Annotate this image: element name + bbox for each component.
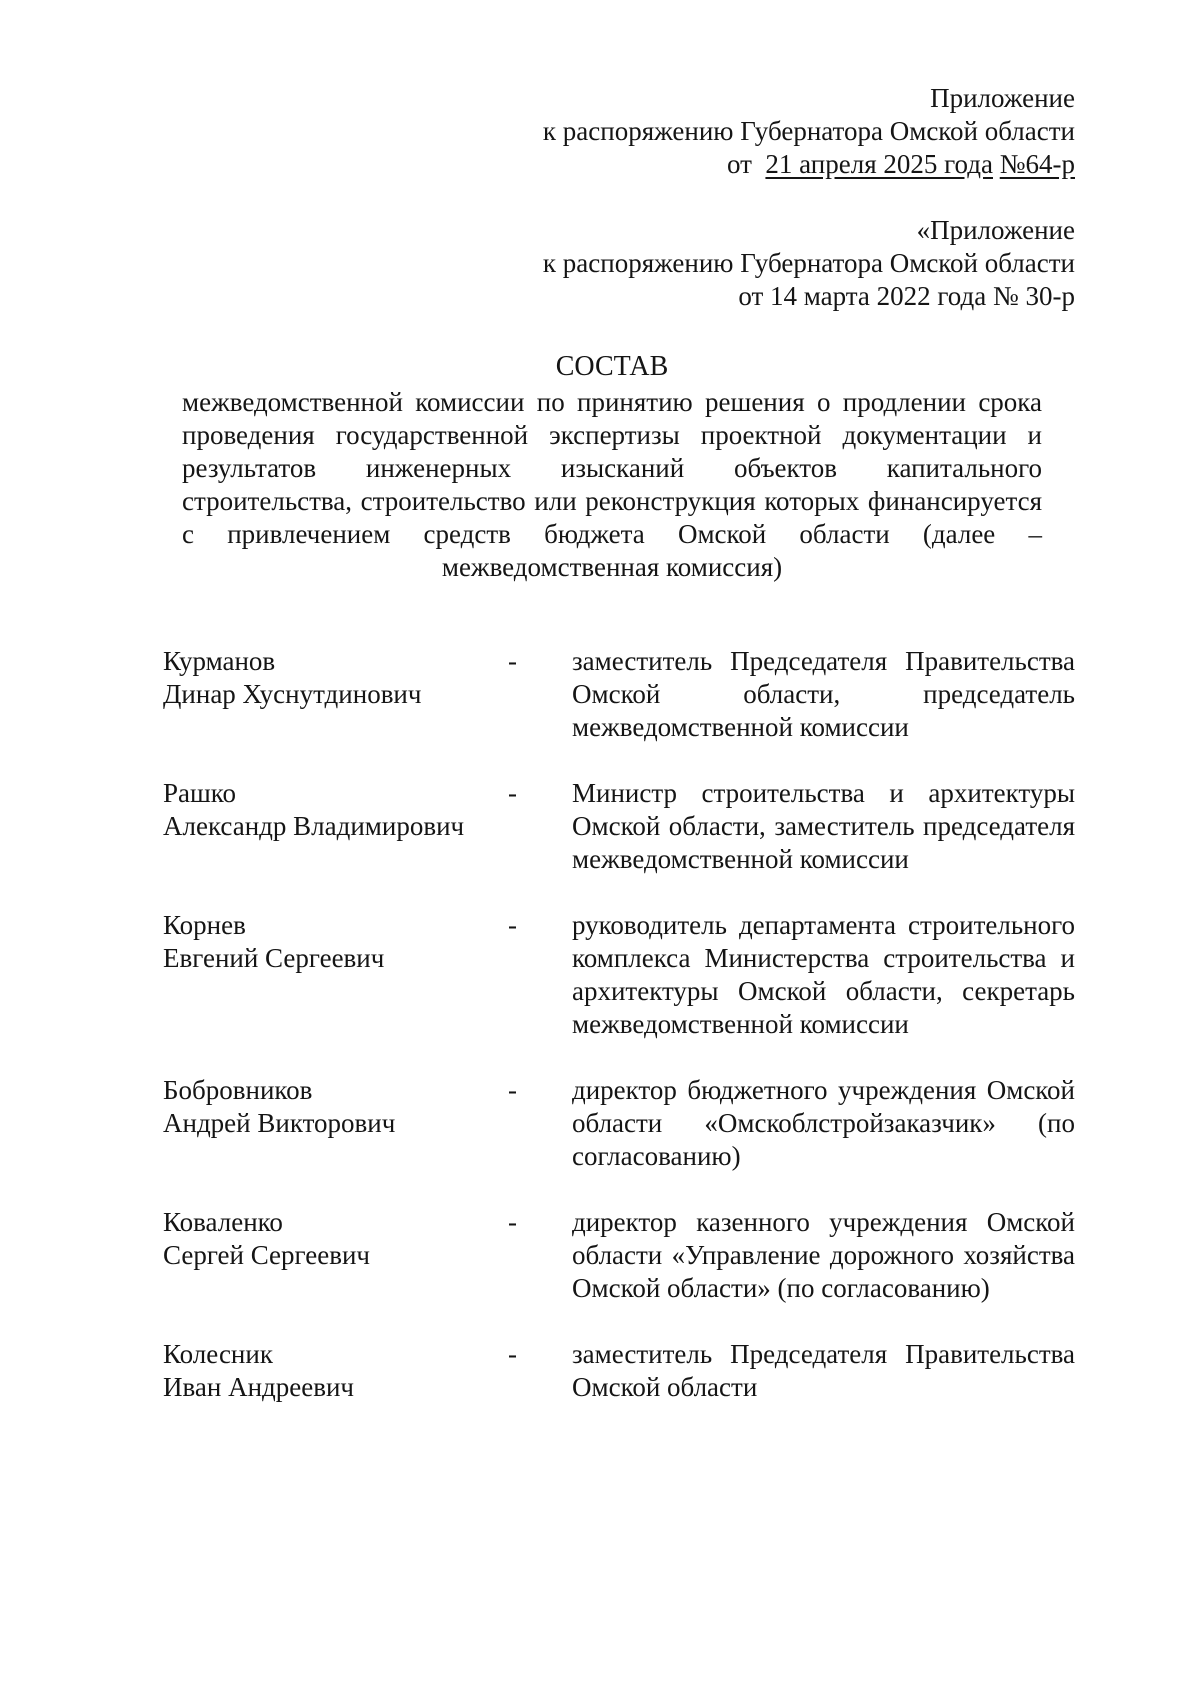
document-subtitle: межведомственной комиссии по принятию решения о продлении срока проведения государственной экспертизы проектной документации и результатов инженерных изысканий объектов капитального строительства, строительство или реконструкция которых финансируется с привлечением средств бюджета Омской области (далее – межведомственная комиссия) <box>182 387 1042 582</box>
member-given-names: Сергей Сергеевич <box>163 1240 371 1270</box>
member-surname: Рашко <box>163 778 237 808</box>
member-role: директор бюджетного учреждения Омской области «Омскоблстройзаказчик» (по согласованию) <box>572 1075 1075 1171</box>
member-row <box>163 909 1075 1041</box>
date-prefix: от <box>726 149 752 179</box>
original-appendix-reference: к распоряжению Губернатора Омской области <box>542 248 1075 278</box>
member-dash: - <box>508 1075 517 1105</box>
member-name <box>163 777 508 843</box>
member-row <box>163 645 1075 744</box>
member-name <box>163 1206 508 1272</box>
order-date: 21 апреля 2025 года <box>765 149 993 179</box>
member-dash: - <box>508 646 517 676</box>
member-name <box>163 645 508 711</box>
member-role: заместитель Председателя Правительства Омской области <box>572 1339 1075 1402</box>
member-surname: Корнев <box>163 910 246 940</box>
document-title: СОСТАВ <box>555 351 669 382</box>
member-role: Министр строительства и архитектуры Омской области, заместитель председателя межведомственной комиссии <box>572 778 1075 874</box>
member-row <box>163 1338 1075 1404</box>
member-surname: Бобровников <box>163 1075 313 1105</box>
member-dash: - <box>508 910 517 940</box>
member-name <box>163 909 508 975</box>
appendix-date-number <box>543 148 1075 181</box>
member-name <box>163 1074 508 1140</box>
member-surname: Колесник <box>163 1339 273 1369</box>
original-appendix-date-number: от 14 марта 2022 года № 30-р <box>738 281 1075 311</box>
appendix-reference: к распоряжению Губернатора Омской области <box>542 116 1075 146</box>
member-role: руководитель департамента строительного комплекса Министерства строительства и архитектуры Омской области, секретарь межведомственной комиссии <box>572 910 1075 1039</box>
member-surname: Курманов <box>163 646 276 676</box>
member-surname: Коваленко <box>163 1207 283 1237</box>
member-row <box>163 1206 1075 1305</box>
member-given-names: Динар Хуснутдинович <box>163 679 422 709</box>
member-dash: - <box>508 1207 517 1237</box>
member-given-names: Александр Владимирович <box>163 811 465 841</box>
original-appendix-label: «Приложение <box>916 215 1075 245</box>
member-given-names: Андрей Викторович <box>163 1108 396 1138</box>
member-role: директор казенного учреждения Омской области «Управление дорожного хозяйства Омской области» (по согласованию) <box>572 1207 1075 1303</box>
order-number: 64-р <box>1025 149 1075 179</box>
original-appendix-header <box>543 214 1075 313</box>
title-block <box>182 350 1042 584</box>
member-name <box>163 1338 508 1404</box>
member-dash: - <box>508 778 517 808</box>
member-given-names: Евгений Сергеевич <box>163 943 385 973</box>
member-dash: - <box>508 1339 517 1369</box>
member-row <box>163 1074 1075 1173</box>
appendix-header <box>543 82 1075 181</box>
number-sign: № <box>999 149 1026 179</box>
member-list <box>163 645 1075 1404</box>
appendix-label: Приложение <box>930 83 1075 113</box>
member-row <box>163 777 1075 876</box>
member-role: заместитель Председателя Правительства Омской области, председатель межведомственной комиссии <box>572 646 1075 742</box>
member-given-names: Иван Андреевич <box>163 1372 355 1402</box>
